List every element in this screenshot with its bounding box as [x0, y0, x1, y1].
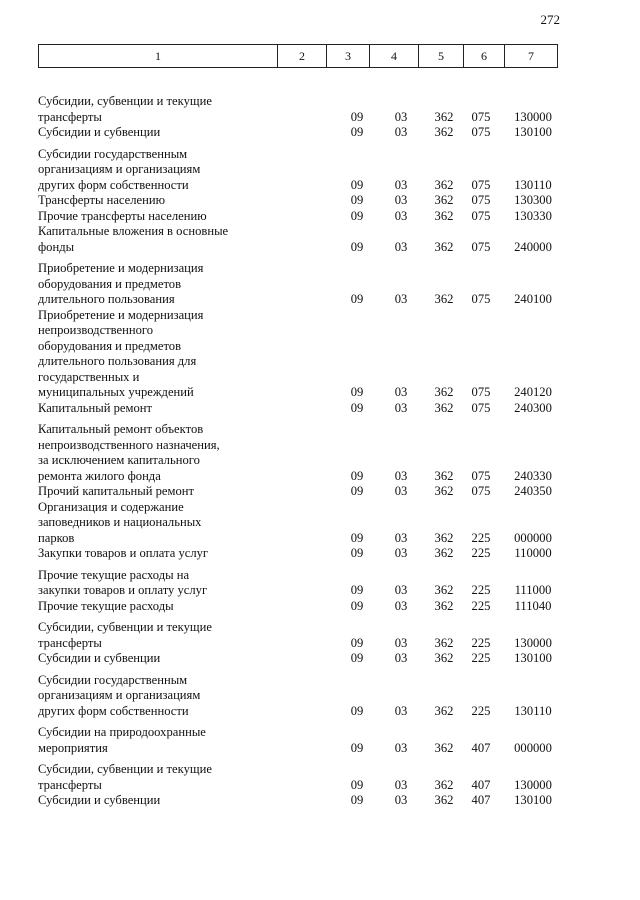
row-code-cell-c7: 240120 — [514, 385, 552, 399]
table-row — [38, 756, 568, 793]
table-row — [38, 416, 568, 484]
row-code-cell-c7: 240000 — [514, 239, 552, 254]
row-code-cell-c5: 362 — [434, 635, 454, 650]
table-row — [38, 193, 568, 209]
row-code-cell-c2 — [286, 500, 336, 547]
row-code-cell-c2 — [286, 667, 336, 720]
row-code-cell-c3: 09 — [350, 530, 364, 545]
row-code-cell-c6: 075 — [471, 125, 491, 139]
column-header-7: 7 — [505, 45, 558, 68]
row-code-cell-c3: 09 — [350, 651, 364, 665]
table-row — [38, 484, 568, 500]
table-row — [38, 651, 568, 667]
row-code-cell-c3: 09 — [350, 292, 364, 306]
row-code-cell-c2 — [286, 599, 336, 615]
row-code-cell-c5: 362 — [434, 468, 454, 483]
table-row — [38, 94, 568, 125]
row-code-cell-c3: 09 — [350, 793, 364, 807]
row-code-cell-c3: 09 — [350, 400, 364, 415]
row-code-cell-c2 — [286, 793, 336, 809]
row-code-cell-c2 — [286, 756, 336, 793]
row-code-cell-c2 — [286, 224, 336, 255]
row-code-cell-c7: 111040 — [514, 598, 552, 613]
row-code-cell-c2 — [286, 484, 336, 500]
row-name-cell: Прочий капитальный ремонт — [38, 484, 195, 498]
column-header-6: 6 — [464, 45, 505, 68]
row-code-cell-c6: 075 — [471, 208, 491, 223]
row-code-cell-c6: 075 — [471, 109, 491, 124]
row-code-cell-c4: 03 — [394, 651, 408, 665]
row-code-cell-c3: 09 — [350, 583, 364, 597]
row-code-cell-c2 — [286, 94, 336, 125]
row-code-cell-c4: 03 — [394, 400, 408, 415]
column-header-5: 5 — [419, 45, 464, 68]
row-code-cell-c5: 362 — [434, 484, 454, 498]
row-code-cell-c5: 362 — [434, 208, 454, 223]
row-code-cell-c7: 000000 — [514, 740, 552, 755]
row-code-cell-c3: 09 — [350, 777, 364, 792]
row-code-cell-c4: 03 — [394, 546, 408, 560]
column-header-3: 3 — [327, 45, 370, 68]
row-code-cell-c4: 03 — [394, 125, 408, 139]
row-code-cell-c6: 075 — [471, 292, 491, 306]
row-code-cell-c5: 362 — [434, 793, 454, 807]
row-code-cell-c3: 09 — [350, 385, 364, 399]
row-code-cell-c6: 075 — [471, 400, 491, 415]
row-code-cell-c2 — [286, 141, 336, 194]
row-code-cell-c4: 03 — [394, 208, 408, 223]
row-code-cell-c2 — [286, 255, 336, 308]
row-code-cell-c5: 362 — [434, 385, 454, 399]
row-code-cell-c7: 130110 — [514, 703, 552, 718]
row-code-cell-c5: 362 — [434, 400, 454, 415]
row-code-cell-c6: 075 — [471, 468, 491, 483]
row-code-cell-c4: 03 — [394, 530, 408, 545]
row-code-cell-c7: 240350 — [514, 484, 552, 498]
row-code-cell-c4: 03 — [394, 777, 408, 792]
row-code-cell-c2 — [286, 125, 336, 141]
row-code-cell-c5: 362 — [434, 193, 454, 207]
table-row — [38, 562, 568, 599]
row-code-cell-c7: 130110 — [514, 177, 552, 192]
row-name-cell: Приобретение и модернизация непроизводственного оборудования и предметов длительного пользования для государственных и муниципальных учреждений — [38, 307, 204, 399]
row-code-cell-c7: 240330 — [514, 468, 552, 483]
row-code-cell-c2 — [286, 193, 336, 209]
row-code-cell-c3: 09 — [350, 125, 364, 139]
row-name-cell: Закупки товаров и оплата услуг — [38, 546, 209, 560]
row-code-cell-c2 — [286, 401, 336, 417]
row-code-cell-c5: 362 — [434, 598, 454, 613]
row-code-cell-c6: 075 — [471, 193, 491, 207]
row-code-cell-c2 — [286, 651, 336, 667]
row-name-cell: Капитальный ремонт — [38, 400, 153, 415]
row-code-cell-c6: 075 — [471, 484, 491, 498]
row-code-cell-c6: 075 — [471, 239, 491, 254]
row-code-cell-c5: 362 — [434, 546, 454, 560]
row-code-cell-c4: 03 — [394, 193, 408, 207]
row-code-cell-c7: 130000 — [514, 635, 552, 650]
table-row — [38, 500, 568, 547]
row-code-cell-c6: 225 — [471, 546, 491, 560]
budget-code-table — [38, 94, 568, 809]
table-row — [38, 141, 568, 194]
row-code-cell-c4: 03 — [394, 635, 408, 650]
row-code-cell-c6: 225 — [471, 598, 491, 613]
column-header-4: 4 — [370, 45, 419, 68]
row-code-cell-c4: 03 — [394, 583, 408, 597]
table-row — [38, 224, 568, 255]
row-code-cell-c7: 000000 — [514, 530, 552, 545]
row-code-cell-c7: 240300 — [514, 400, 552, 415]
table-row — [38, 667, 568, 720]
row-code-cell-c3: 09 — [350, 208, 364, 223]
row-code-cell-c7: 130100 — [514, 793, 552, 807]
table-row — [38, 546, 568, 562]
row-code-cell-c6: 407 — [471, 740, 491, 755]
row-code-cell-c6: 225 — [471, 703, 491, 718]
row-code-cell-c7: 130100 — [514, 125, 552, 139]
row-code-cell-c5: 362 — [434, 651, 454, 665]
row-code-cell-c6: 225 — [471, 583, 491, 597]
row-code-cell-c3: 09 — [350, 740, 364, 755]
row-name-cell: Прочие текущие расходы — [38, 598, 174, 613]
table-row — [38, 614, 568, 651]
table-row — [38, 719, 568, 756]
row-code-cell-c6: 407 — [471, 777, 491, 792]
row-name-cell: Прочие трансферты населению — [38, 208, 207, 223]
row-code-cell-c2 — [286, 416, 336, 484]
row-code-cell-c3: 09 — [350, 177, 364, 192]
row-name-cell: Субсидии государственным организациям и организациям других форм собственности — [38, 672, 201, 718]
row-code-cell-c2 — [286, 719, 336, 756]
row-code-cell-c7: 110000 — [514, 546, 552, 560]
row-code-cell-c4: 03 — [394, 385, 408, 399]
row-code-cell-c7: 111000 — [514, 583, 552, 597]
row-code-cell-c3: 09 — [350, 468, 364, 483]
row-name-cell: Субсидии, субвенции и текущие трансферты — [38, 762, 212, 792]
row-name-cell: Субсидии и субвенции — [38, 793, 161, 807]
row-code-cell-c6: 075 — [471, 177, 491, 192]
row-name-cell: Организация и содержание заповедников и национальных парков — [38, 499, 202, 545]
column-header-1: 1 — [39, 45, 278, 68]
row-name-cell: Субсидии и субвенции — [38, 651, 161, 665]
row-code-cell-c4: 03 — [394, 598, 408, 613]
row-code-cell-c6: 225 — [471, 635, 491, 650]
table-row — [38, 308, 568, 401]
table-row — [38, 793, 568, 809]
row-name-cell: Капитальный ремонт объектов непроизводственного назначения, за исключением капитального ремонта жилого фонда — [38, 422, 220, 483]
row-name-cell: Прочие текущие расходы на закупки товаров и оплату услуг — [38, 567, 208, 597]
row-code-cell-c3: 09 — [350, 239, 364, 254]
row-name-cell: Капитальные вложения в основные фонды — [38, 224, 229, 254]
row-code-cell-c5: 362 — [434, 583, 454, 597]
row-name-cell: Субсидии и субвенции — [38, 125, 161, 139]
table-row — [38, 255, 568, 308]
row-code-cell-c4: 03 — [394, 468, 408, 483]
row-code-cell-c4: 03 — [394, 740, 408, 755]
table-row — [38, 125, 568, 141]
row-code-cell-c3: 09 — [350, 193, 364, 207]
row-code-cell-c6: 407 — [471, 793, 491, 807]
row-code-cell-c5: 362 — [434, 703, 454, 718]
table-row — [38, 209, 568, 225]
row-code-cell-c5: 362 — [434, 777, 454, 792]
column-header-row — [39, 45, 558, 68]
row-code-cell-c3: 09 — [350, 484, 364, 498]
row-name-cell: Субсидии государственным организациям и организациям других форм собственности — [38, 146, 201, 192]
row-code-cell-c4: 03 — [394, 177, 408, 192]
row-code-cell-c4: 03 — [394, 239, 408, 254]
row-code-cell-c2 — [286, 308, 336, 401]
row-code-cell-c7: 240100 — [514, 292, 552, 306]
row-code-cell-c5: 362 — [434, 292, 454, 306]
row-code-cell-c7: 130330 — [514, 208, 552, 223]
row-code-cell-c4: 03 — [394, 703, 408, 718]
row-code-cell-c5: 362 — [434, 239, 454, 254]
row-code-cell-c5: 362 — [434, 125, 454, 139]
row-code-cell-c6: 075 — [471, 385, 491, 399]
row-code-cell-c4: 03 — [394, 793, 408, 807]
row-name-cell: Субсидии, субвенции и текущие трансферты — [38, 94, 212, 124]
row-code-cell-c5: 362 — [434, 177, 454, 192]
row-code-cell-c2 — [286, 614, 336, 651]
table-row — [38, 401, 568, 417]
row-code-cell-c7: 130000 — [514, 109, 552, 124]
row-name-cell: Приобретение и модернизация оборудования и предметов длительного пользования — [38, 261, 204, 306]
row-code-cell-c7: 130100 — [514, 651, 552, 665]
row-code-cell-c6: 225 — [471, 530, 491, 545]
row-code-cell-c4: 03 — [394, 109, 408, 124]
row-code-cell-c7: 130300 — [514, 193, 552, 207]
row-name-cell: Трансферты населению — [38, 193, 166, 207]
budget-code-table-body — [38, 94, 568, 809]
page-number: 272 — [540, 12, 560, 27]
row-code-cell-c5: 362 — [434, 740, 454, 755]
row-code-cell-c3: 09 — [350, 546, 364, 560]
row-code-cell-c3: 09 — [350, 635, 364, 650]
row-code-cell-c5: 362 — [434, 530, 454, 545]
row-code-cell-c2 — [286, 546, 336, 562]
row-code-cell-c2 — [286, 562, 336, 599]
row-name-cell: Субсидии на природоохранные мероприятия — [38, 725, 206, 755]
row-code-cell-c3: 09 — [350, 598, 364, 613]
row-code-cell-c7: 130000 — [514, 777, 552, 792]
row-code-cell-c4: 03 — [394, 292, 408, 306]
row-code-cell-c2 — [286, 209, 336, 225]
column-header-2: 2 — [278, 45, 327, 68]
row-code-cell-c6: 225 — [471, 651, 491, 665]
row-name-cell: Субсидии, субвенции и текущие трансферты — [38, 620, 212, 650]
row-code-cell-c4: 03 — [394, 484, 408, 498]
column-header-table — [38, 44, 558, 68]
row-code-cell-c3: 09 — [350, 109, 364, 124]
row-code-cell-c5: 362 — [434, 109, 454, 124]
table-row — [38, 599, 568, 615]
row-code-cell-c3: 09 — [350, 703, 364, 718]
